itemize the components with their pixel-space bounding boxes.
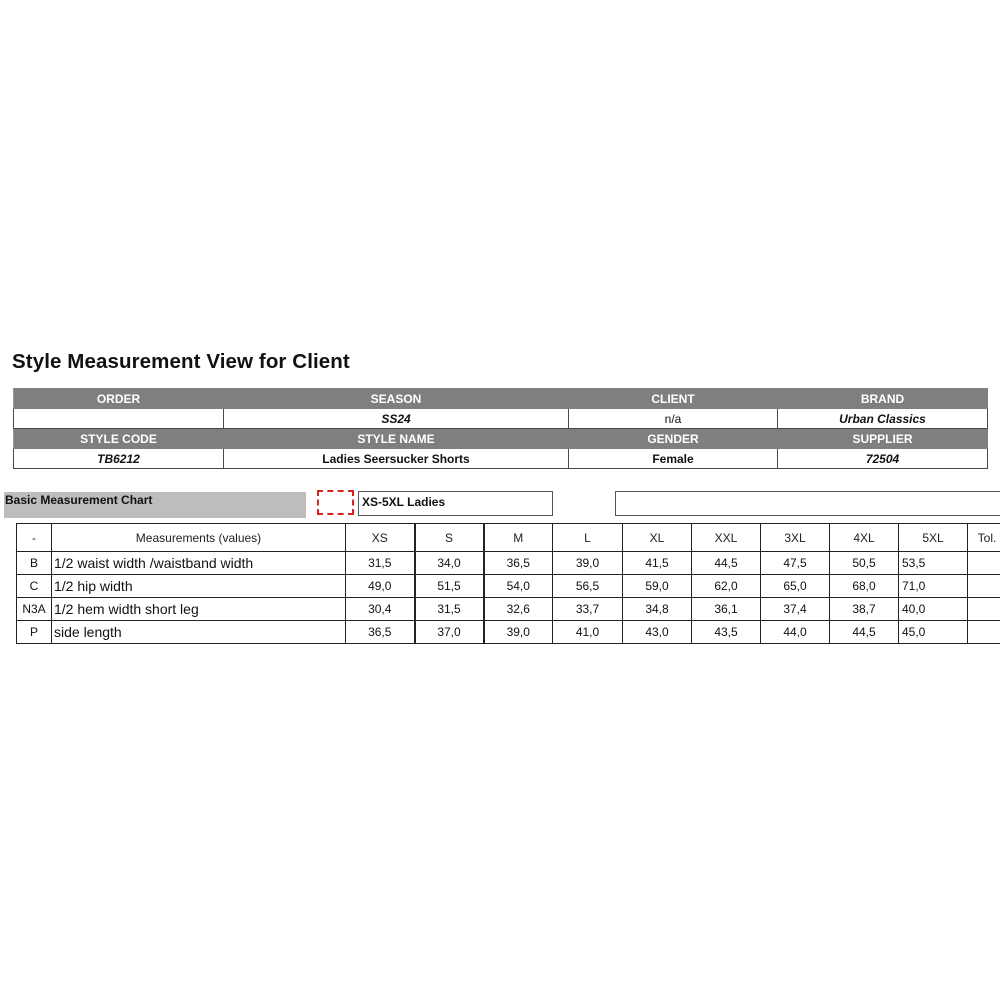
- empty-field[interactable]: [615, 491, 1000, 516]
- table-row: [17, 552, 1000, 575]
- gender-header: GENDER: [569, 429, 778, 449]
- order-header: ORDER: [14, 389, 224, 409]
- value-cell: 62,0: [692, 575, 761, 598]
- value-cell: 45,0: [899, 621, 968, 644]
- value-cell: 44,5: [830, 621, 899, 644]
- row-code: P: [17, 621, 52, 644]
- value-cell: 44,0: [761, 621, 830, 644]
- tolerance-cell: [968, 598, 1000, 621]
- row-label: side length: [52, 621, 346, 644]
- measurement-table: [16, 523, 1000, 644]
- size-header-3xl: 3XL: [761, 524, 830, 552]
- value-cell: 30,4: [346, 598, 415, 621]
- size-header-l: L: [553, 524, 623, 552]
- table-row: [17, 575, 1000, 598]
- supplier-value: 72504: [778, 449, 988, 469]
- size-header-xs: XS: [346, 524, 415, 552]
- page-title: Style Measurement View for Client: [12, 350, 350, 373]
- value-cell: 37,0: [415, 621, 484, 644]
- size-range-field[interactable]: XS-5XL Ladies: [358, 491, 553, 516]
- season-value: SS24: [224, 409, 569, 429]
- value-cell: 43,5: [692, 621, 761, 644]
- value-cell: 50,5: [830, 552, 899, 575]
- row-label: 1/2 hem width short leg: [52, 598, 346, 621]
- value-cell: 59,0: [623, 575, 692, 598]
- value-cell: 41,0: [553, 621, 623, 644]
- brand-value: Urban Classics: [778, 409, 988, 429]
- value-cell: 37,4: [761, 598, 830, 621]
- info-value-row-1: [14, 409, 988, 429]
- client-header: CLIENT: [569, 389, 778, 409]
- value-cell: 49,0: [346, 575, 415, 598]
- row-label: 1/2 waist width /waistband width: [52, 552, 346, 575]
- value-cell: 41,5: [623, 552, 692, 575]
- value-cell: 71,0: [899, 575, 968, 598]
- value-cell: 39,0: [484, 621, 553, 644]
- tolerance-cell: [968, 621, 1000, 644]
- value-cell: 44,5: [692, 552, 761, 575]
- value-cell: 53,5: [899, 552, 968, 575]
- value-cell: 31,5: [346, 552, 415, 575]
- brand-header: BRAND: [778, 389, 988, 409]
- style-info-table: [13, 388, 988, 469]
- size-header-m: M: [484, 524, 553, 552]
- info-value-row-2: [14, 449, 988, 469]
- row-code: N3A: [17, 598, 52, 621]
- client-value: n/a: [569, 409, 778, 429]
- value-cell: 56,5: [553, 575, 623, 598]
- info-header-row-2: [14, 429, 988, 449]
- value-cell: 32,6: [484, 598, 553, 621]
- value-cell: 38,7: [830, 598, 899, 621]
- basic-measurement-chart-label: Basic Measurement Chart: [4, 492, 306, 518]
- style-code-value: TB6212: [14, 449, 224, 469]
- value-cell: 31,5: [415, 598, 484, 621]
- size-header-5xl: 5XL: [899, 524, 968, 552]
- value-cell: 39,0: [553, 552, 623, 575]
- tolerance-cell: [968, 575, 1000, 598]
- style-name-value: Ladies Seersucker Shorts: [224, 449, 569, 469]
- value-cell: 54,0: [484, 575, 553, 598]
- tolerance-cell: [968, 552, 1000, 575]
- value-cell: 68,0: [830, 575, 899, 598]
- info-header-row-1: [14, 389, 988, 409]
- row-code: B: [17, 552, 52, 575]
- size-header-xl: XL: [623, 524, 692, 552]
- value-cell: 40,0: [899, 598, 968, 621]
- size-header-s: S: [415, 524, 484, 552]
- measurement-header-row: [17, 524, 1000, 552]
- value-cell: 34,0: [415, 552, 484, 575]
- gender-value: Female: [569, 449, 778, 469]
- supplier-header: SUPPLIER: [778, 429, 988, 449]
- value-cell: 34,8: [623, 598, 692, 621]
- row-code: C: [17, 575, 52, 598]
- season-header: SEASON: [224, 389, 569, 409]
- order-value: [14, 409, 224, 429]
- table-row: [17, 598, 1000, 621]
- style-code-header: STYLE CODE: [14, 429, 224, 449]
- value-cell: 36,5: [484, 552, 553, 575]
- size-header-xxl: XXL: [692, 524, 761, 552]
- row-label: 1/2 hip width: [52, 575, 346, 598]
- tolerance-header: Tol.: [968, 524, 1000, 552]
- value-cell: 65,0: [761, 575, 830, 598]
- value-cell: 36,5: [346, 621, 415, 644]
- value-cell: 33,7: [553, 598, 623, 621]
- style-name-header: STYLE NAME: [224, 429, 569, 449]
- value-cell: 43,0: [623, 621, 692, 644]
- measurement-column-header: Measurements (values): [52, 524, 346, 552]
- value-cell: 36,1: [692, 598, 761, 621]
- value-cell: 51,5: [415, 575, 484, 598]
- code-column-header: -: [17, 524, 52, 552]
- size-header-4xl: 4XL: [830, 524, 899, 552]
- selection-placeholder-box[interactable]: [317, 490, 354, 515]
- table-row: [17, 621, 1000, 644]
- value-cell: 47,5: [761, 552, 830, 575]
